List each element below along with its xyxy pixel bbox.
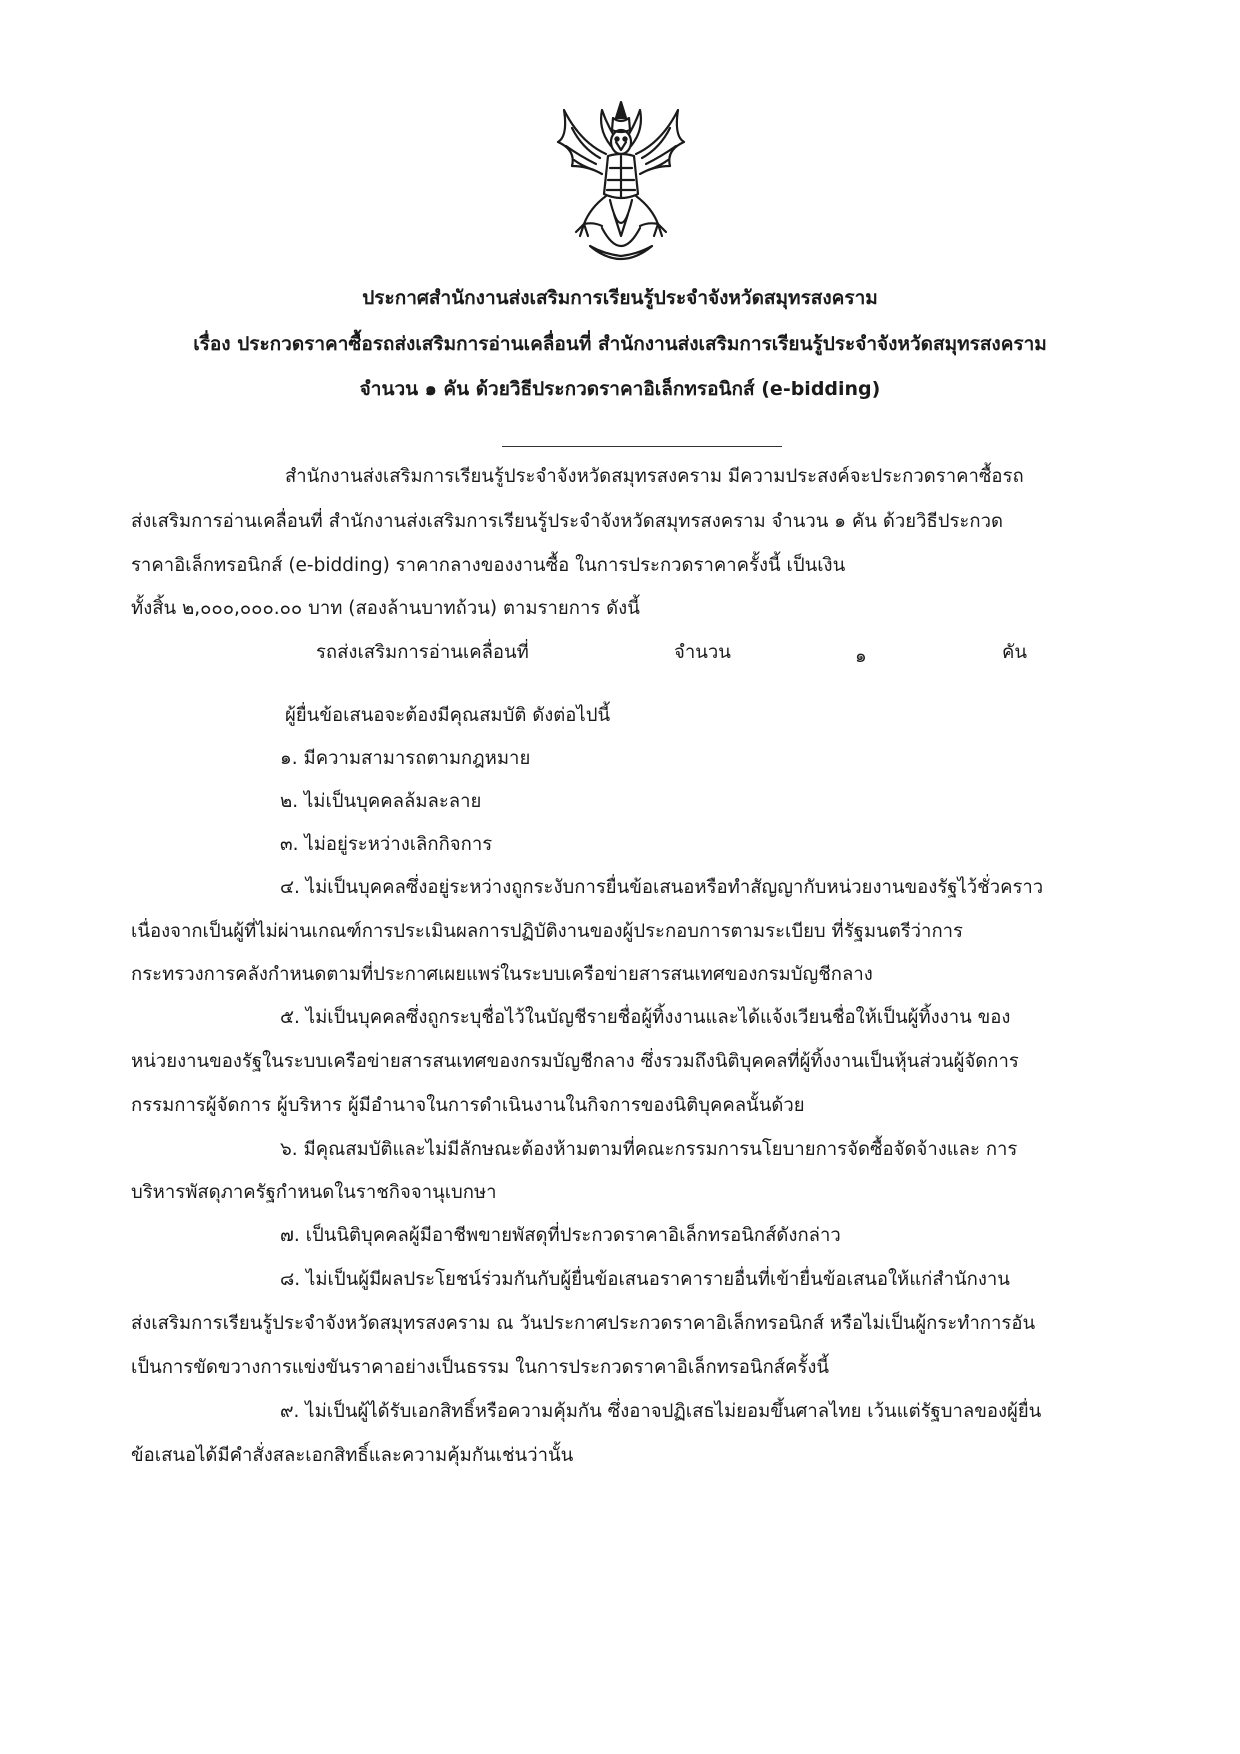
qualification-item-cont: บริหารพัสดุภาครัฐกำหนดในราชกิจจานุเบกษา: [131, 1182, 497, 1203]
qualification-item: ๘. ไม่เป็นผู้มีผลประโยชน์ร่วมกันกับผู้ยื่นข้อเสนอราคารายอื่นที่เข้ายื่นข้อเสนอให้แก่สำนักงาน: [280, 1269, 1010, 1290]
item-quantity: ๑: [855, 646, 867, 667]
qualification-item-cont: หน่วยงานของรัฐในระบบเครือข่ายสารสนเทศของกรมบัญชีกลาง ซึ่งรวมถึงนิติบุคคลที่ผู้ทิ้งงานเป็นหุ้นส่วนผู้จัดการ: [131, 1051, 1019, 1072]
qualification-item-cont: กระทรวงการคลังกำหนดตามที่ประกาศเผยแพร่ในระบบเครือข่ายสารสนเทศของกรมบัญชีกลาง: [131, 964, 873, 985]
qualification-item: ๒. ไม่เป็นบุคคลล้มละลาย: [280, 791, 482, 812]
qualifications-title: ผู้ยื่นข้อเสนอจะต้องมีคุณสมบัติ ดังต่อไปนี้: [285, 705, 611, 726]
garuda-emblem-icon: [550, 96, 692, 272]
intro-line: ส่งเสริมการอ่านเคลื่อนที่ สำนักงานส่งเสริมการเรียนรู้ประจำจังหวัดสมุทรสงคราม จำนวน ๑ คัน ด้วยวิธีประกวด: [131, 511, 1003, 532]
header-divider: [502, 446, 782, 447]
intro-line: ทั้งสิ้น ๒,๐๐๐,๐๐๐.๐๐ บาท (สองล้านบาทถ้วน) ตามรายการ ดังนี้: [131, 598, 640, 619]
item-name: รถส่งเสริมการอ่านเคลื่อนที่: [316, 642, 529, 663]
intro-line: สำนักงานส่งเสริมการเรียนรู้ประจำจังหวัดสมุทรสงคราม มีความประสงค์จะประกวดราคาซื้อรถ: [285, 466, 1024, 487]
qualification-item: ๓. ไม่อยู่ระหว่างเลิกกิจการ: [280, 834, 493, 855]
qualification-item-cont: กรรมการผู้จัดการ ผู้บริหาร ผู้มีอำนาจในการดำเนินงานในกิจการของนิติบุคคลนั้นด้วย: [131, 1095, 805, 1116]
item-quantity-label: จำนวน: [674, 642, 731, 663]
intro-line: ราคาอิเล็กทรอนิกส์ (e-bidding) ราคากลางของงานซื้อ ในการประกวดราคาครั้งนี้ เป็นเงิน: [131, 555, 846, 576]
qualification-item: ๗. เป็นนิติบุคคลผู้มีอาชีพขายพัสดุที่ประกวดราคาอิเล็กทรอนิกส์ดังกล่าว: [280, 1225, 841, 1246]
qualification-item-cont: ส่งเสริมการเรียนรู้ประจำจังหวัดสมุทรสงคราม ณ วันประกาศประกวดราคาอิเล็กทรอนิกส์ หรือไม่เป็นผู้กระทำการอัน: [131, 1313, 1036, 1334]
qualification-item: ๖. มีคุณสมบัติและไม่มีลักษณะต้องห้ามตามที่คณะกรรมการนโยบายการจัดซื้อจัดจ้างและ การ: [280, 1139, 1018, 1160]
qualification-item: ๕. ไม่เป็นบุคคลซึ่งถูกระบุชื่อไว้ในบัญชีรายชื่อผู้ทิ้งงานและได้แจ้งเวียนชื่อให้เป็นผู้ทิ้งงาน ของ: [280, 1007, 1011, 1028]
qualification-item-cont: เป็นการขัดขวางการแข่งขันราคาอย่างเป็นธรรม ในการประกวดราคาอิเล็กทรอนิกส์ครั้งนี้: [131, 1357, 830, 1378]
qualification-item: ๙. ไม่เป็นผู้ได้รับเอกสิทธิ์หรือความคุ้มกัน ซึ่งอาจปฏิเสธไม่ยอมขึ้นศาลไทย เว้นแต่รัฐบาลของผู้ยื่น: [280, 1401, 1042, 1422]
announcement-subject: เรื่อง ประกวดราคาซื้อรถส่งเสริมการอ่านเคลื่อนที่ สำนักงานส่งเสริมการเรียนรู้ประจำจังหวัดสมุทรสงคราม: [193, 333, 1047, 355]
announcement-subject-line2: จำนวน ๑ คัน ด้วยวิธีประกวดราคาอิเล็กทรอนิกส์ (e-bidding): [359, 378, 881, 400]
qualification-item: ๔. ไม่เป็นบุคคลซึ่งอยู่ระหว่างถูกระงับการยื่นข้อเสนอหรือทำสัญญากับหน่วยงานของรัฐไว้ชั่วคราว: [280, 877, 1044, 898]
qualification-item-cont: เนื่องจากเป็นผู้ที่ไม่ผ่านเกณฑ์การประเมินผลการปฏิบัติงานของผู้ประกอบการตามระเบียบ ที่รัฐมนตรีว่าการ: [131, 921, 963, 942]
item-unit: คัน: [1002, 642, 1028, 663]
announcement-title: ประกาศสำนักงานส่งเสริมการเรียนรู้ประจำจังหวัดสมุทรสงคราม: [362, 287, 878, 309]
qualification-item-cont: ข้อเสนอได้มีคำสั่งสละเอกสิทธิ์และความคุ้มกันเช่นว่านั้น: [131, 1445, 574, 1466]
qualification-item: ๑. มีความสามารถตามกฎหมาย: [280, 748, 531, 769]
